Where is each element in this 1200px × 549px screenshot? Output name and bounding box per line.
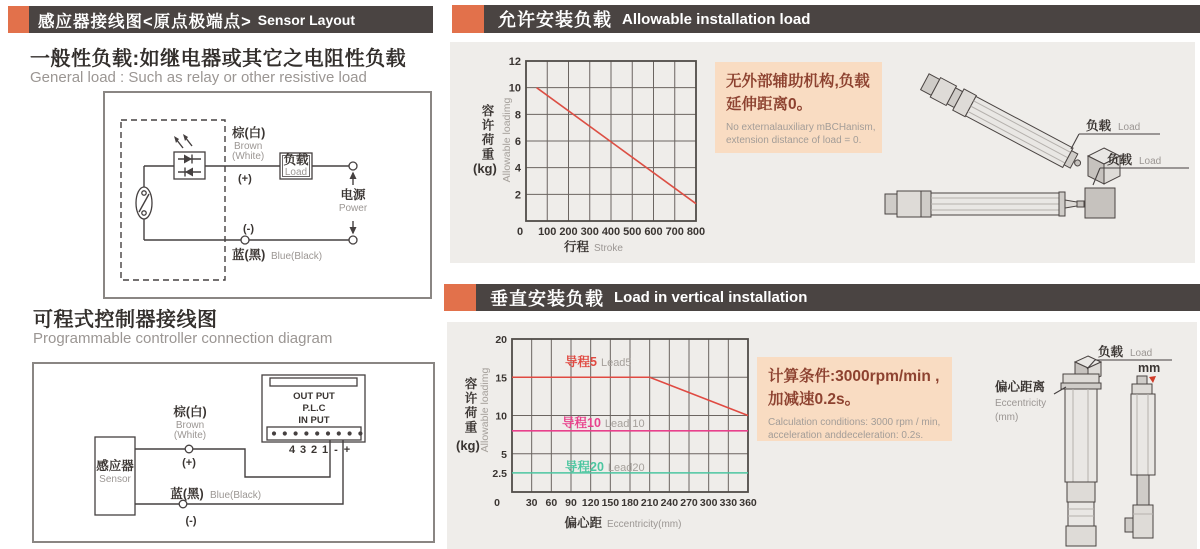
x-tick-label: 500 [623, 226, 642, 238]
sensor-label-zh: 感应器 [96, 459, 134, 473]
note-zh-line2: 延伸距离0。 [726, 96, 813, 113]
y-tick-label: 10 [495, 410, 507, 423]
reed-switch-symbol [136, 187, 152, 219]
header-title-zh: 垂直安装负载 [490, 288, 604, 309]
load-label-en: Load [284, 167, 308, 178]
eccentricity-label-zh: 偏心距离 [995, 380, 1046, 394]
x-tick-label: 700 [665, 226, 684, 238]
header-accent-square [444, 284, 476, 311]
sensor-box [95, 437, 135, 515]
x-tick-label: 0 [494, 497, 500, 509]
actuator-side-illustration [885, 188, 1115, 218]
actuator-vertical-1 [1061, 356, 1101, 546]
blue-wire-label: 蓝(黑) [170, 487, 204, 501]
plc-title: 可程式控制器接线图 [33, 309, 218, 331]
plc-line2: P.L.C [302, 403, 326, 414]
terminal-1: 1 [321, 444, 329, 456]
x-tick-label: 600 [644, 226, 663, 238]
lead10-en: Lead 10 [604, 418, 645, 430]
note-zh-line1: 计算条件:3000rpm/min , [768, 368, 940, 385]
header-title-zh: 感应器接线图<原点极端点> [38, 12, 252, 31]
x-tick-label: 800 [686, 226, 706, 238]
brown-wire-label-en1: Brown [234, 141, 263, 152]
lead5-en: Lead5 [600, 357, 632, 369]
load-label-2-zh: 负载 [1107, 153, 1133, 167]
plc-wiring-diagram-box [32, 362, 435, 543]
terminal-mid [241, 236, 249, 244]
header-title-zh: 允许安装负载 [498, 10, 612, 30]
terminal-neg: - [334, 444, 338, 456]
x-tick-label: 120 [581, 497, 600, 509]
x-tick-label: 240 [660, 497, 679, 509]
mm-label: mm [1138, 361, 1161, 375]
y-tick-label: 8 [514, 109, 521, 122]
chart1-ylabel-kg: (kg) [473, 161, 497, 176]
brown-wire-label: 棕(白) [173, 405, 207, 419]
chart2-ylabel-kg: (kg) [456, 438, 480, 453]
x-tick-label: 360 [739, 497, 757, 509]
blue-wire-label-en: Blue(Black) [271, 251, 323, 262]
lead10-zh: 导程10 [562, 416, 601, 430]
load-label-1-en: Load [1118, 122, 1141, 133]
header-title-en: Allowable installation load [622, 10, 811, 28]
power-label-en: Power [338, 203, 368, 214]
note-no-external-mechanism [715, 62, 882, 153]
actuator-vertical-2 [1125, 376, 1156, 538]
y-tick-label: 5 [501, 448, 507, 461]
terminal-minus [349, 236, 357, 244]
note-en [726, 122, 874, 147]
terminal-2: 2 [310, 444, 318, 456]
terminal-3: 3 [299, 444, 307, 456]
terminal-4: 4 [288, 444, 296, 456]
y-tick-label: 6 [514, 136, 521, 148]
lead5-zh: 导程5 [565, 355, 597, 369]
chart2-ylabel-en: Allowable loadimg [479, 367, 491, 453]
terminal-pos: + [343, 444, 351, 456]
lead20-en: Lead20 [607, 462, 645, 474]
power-label-zh: 电源 [340, 188, 366, 202]
plc-wiring-diagram [34, 364, 433, 541]
actuator-isometric-illustration [919, 71, 1086, 175]
plus-label: (+) [238, 173, 252, 185]
note-calculation-conditions [757, 357, 952, 441]
load-label-2-en: Load [1139, 156, 1162, 167]
blue-wire-label: 蓝(黑) [232, 248, 266, 262]
y-tick-label: 12 [508, 56, 521, 68]
plc-line1: OUT PUT [293, 391, 335, 402]
plc-subtitle: Programmable controller connection diagram [33, 330, 333, 347]
terminal-plus [349, 162, 357, 170]
section-header-vertical-load [476, 284, 1200, 311]
x-tick-label: 300 [699, 497, 718, 509]
x-tick-label: 270 [680, 497, 698, 509]
header-title-en: Sensor Layout [257, 11, 356, 28]
x-tick-label: 0 [516, 226, 524, 238]
x-tick-label: 90 [565, 497, 577, 509]
general-load-title: 一般性负载:如继电器或其它之电阻性负载 [30, 48, 407, 70]
header-accent-square [8, 6, 29, 33]
x-tick-label: 210 [640, 497, 659, 509]
x-tick-label: 60 [545, 497, 558, 509]
eccentricity-axis-label-zh: 偏心距 [564, 516, 602, 530]
chart1-ylabel-en: Allowable loadimg [501, 97, 513, 183]
chart1-ylabel-zh: 容许荷重 [480, 104, 494, 162]
note-en [768, 417, 944, 442]
red-arrow-mark [1149, 376, 1156, 383]
blue-wire-label-en: Blue(Black) [210, 490, 262, 501]
stroke-axis-label-zh: 行程 [563, 240, 589, 254]
eccentricity-axis-label-en: Eccentricity(mm) [607, 519, 682, 530]
section-header-sensor-layout [29, 6, 433, 33]
led-diode-symbol [174, 134, 205, 179]
y-tick-label: 15 [495, 372, 507, 385]
general-load-subtitle: General load : Such as relay or other resistive load [30, 69, 367, 86]
x-tick-label: 400 [601, 226, 621, 238]
series-label-lead20 [565, 457, 645, 475]
brown-wire-label: 棕(白) [232, 126, 266, 140]
x-tick-label: 30 [525, 497, 538, 509]
eccentricity-pointer [1054, 387, 1066, 394]
x-tick-label: 100 [538, 226, 557, 238]
y-tick-label: 10 [508, 82, 521, 95]
series-label-lead5 [565, 352, 632, 370]
plc-line3: IN PUT [298, 415, 330, 426]
sensor-wiring-diagram-box [103, 91, 432, 299]
section-header-allowable-load [484, 5, 1200, 33]
stroke-axis-label-en: Stroke [594, 243, 623, 254]
minus-label: (-) [185, 515, 197, 527]
note-zh-line1: 无外部辅助机构,负载 [726, 73, 870, 90]
terminal-dots [272, 431, 363, 435]
plc-box [262, 375, 365, 456]
series-label-lead10 [562, 413, 645, 431]
header-title-en: Load in vertical installation [614, 289, 808, 306]
brown-wire-label-en2: (White) [232, 151, 265, 162]
load-box [280, 152, 312, 179]
y-tick-label: 2.5 [492, 467, 507, 480]
y-tick-label: 4 [514, 162, 521, 175]
note-en-line1: Calculation conditions: 3000 rpm / min, [768, 417, 941, 428]
y-tick-label: 2 [514, 189, 521, 202]
lead20-zh: 导程20 [565, 460, 604, 474]
vertical-load-label-zh: 负载 [1098, 345, 1124, 359]
chart2-ylabel-zh: 容许荷重 [463, 377, 477, 435]
minus-label: (-) [243, 223, 254, 235]
eccentricity-label-en: Eccentricity [995, 398, 1047, 409]
note-en-line2: extension distance of load = 0. [726, 134, 862, 146]
load-label-1-zh: 负载 [1086, 119, 1112, 133]
sensor-wiring-diagram [105, 93, 430, 297]
series-allowable-load [537, 88, 696, 204]
sensor-label-en: Sensor [99, 474, 131, 485]
header-accent-square [452, 5, 484, 33]
note-zh-line2: 加减速0.2s。 [768, 391, 861, 408]
x-tick-label: 330 [719, 497, 738, 509]
x-tick-label: 200 [559, 226, 578, 238]
brown-wire-label-en1: Brown [175, 420, 205, 431]
note-en-line2: acceleration anddeceleration: 0.2s. [768, 429, 924, 441]
x-tick-label: 150 [601, 497, 620, 509]
x-tick-label: 300 [580, 226, 599, 238]
eccentricity-label-mm: (mm) [995, 412, 1019, 423]
leader-line-1b [1071, 134, 1079, 149]
note-en-line1: No externalauxiliary mBCHanism, [726, 122, 876, 133]
load-label-zh: 负载 [283, 153, 309, 167]
x-tick-label: 180 [621, 497, 639, 509]
brown-wire-label-en2: (White) [173, 430, 207, 441]
vertical-load-label-en: Load [1130, 348, 1153, 359]
plus-label: (+) [182, 457, 196, 469]
chart-allowable-load [509, 56, 705, 238]
y-tick-label: 20 [495, 334, 507, 346]
